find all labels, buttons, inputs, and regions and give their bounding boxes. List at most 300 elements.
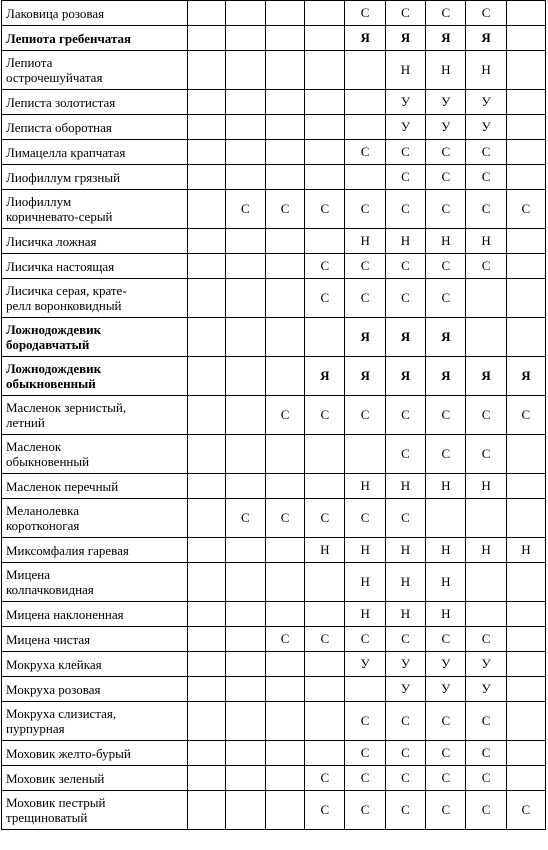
mark-cell: С	[385, 190, 425, 229]
species-name: Леписта оборотная	[6, 119, 112, 135]
mark-cell	[506, 766, 545, 791]
mark-cell: С	[466, 396, 506, 435]
mark-cell	[506, 26, 545, 51]
mark-cell	[305, 563, 345, 602]
mark-cell	[305, 90, 345, 115]
mark-cell	[345, 90, 385, 115]
mark-cell	[225, 279, 265, 318]
mark-cell: С	[385, 791, 425, 830]
species-name-line: Ложнодождевик	[6, 322, 102, 337]
row-name-cell	[2, 538, 188, 563]
mark-cell	[266, 357, 305, 396]
table-body	[2, 1, 546, 830]
mark-cell	[187, 190, 225, 229]
row-name-cell	[2, 229, 188, 254]
mark-cell	[305, 474, 345, 499]
mark-cell	[225, 396, 265, 435]
mark-cell	[266, 702, 305, 741]
mark-cell	[225, 140, 265, 165]
species-name: Моховик желто-бурый	[6, 745, 131, 761]
mark-cell	[466, 279, 506, 318]
mark-cell	[187, 229, 225, 254]
mark-cell	[187, 702, 225, 741]
mark-cell	[266, 254, 305, 279]
table-row	[2, 602, 546, 627]
species-name-line: Лиофиллум	[6, 194, 72, 209]
table-row	[2, 254, 546, 279]
mark-cell: Н	[466, 229, 506, 254]
mark-cell: С	[385, 1, 425, 26]
table-row	[2, 563, 546, 602]
species-name-line: Лепиота	[6, 55, 53, 70]
mark-cell: С	[466, 165, 506, 190]
mark-cell	[506, 499, 545, 538]
mark-cell: С	[225, 499, 265, 538]
mark-cell	[506, 51, 545, 90]
mark-cell: Я	[466, 26, 506, 51]
mark-cell: Н	[426, 229, 466, 254]
mark-cell	[305, 702, 345, 741]
mark-cell: Я	[385, 26, 425, 51]
mark-cell	[266, 279, 305, 318]
mark-cell: С	[345, 791, 385, 830]
mark-cell	[187, 318, 225, 357]
row-name-cell	[2, 1, 188, 26]
mark-cell: Н	[466, 51, 506, 90]
mark-cell: С	[266, 190, 305, 229]
mark-cell	[225, 229, 265, 254]
species-name-line: Моховик пестрый	[6, 795, 106, 810]
mark-cell: У	[466, 90, 506, 115]
mark-cell: С	[345, 741, 385, 766]
species-name: Моховик зеленый	[6, 770, 105, 786]
mark-cell	[187, 499, 225, 538]
species-name: Лисичка настоящая	[6, 258, 115, 274]
species-name-line: Масленок	[6, 439, 62, 454]
table-row	[2, 702, 546, 741]
mark-cell	[305, 140, 345, 165]
mark-cell	[225, 435, 265, 474]
row-name-cell	[2, 499, 188, 538]
mark-cell: С	[305, 766, 345, 791]
mark-cell	[225, 318, 265, 357]
mark-cell: Я	[506, 357, 545, 396]
mark-cell	[466, 499, 506, 538]
mark-cell	[225, 791, 265, 830]
mark-cell	[187, 791, 225, 830]
mark-cell: С	[426, 627, 466, 652]
table-row	[2, 318, 546, 357]
mark-cell: У	[385, 652, 425, 677]
mark-cell	[187, 279, 225, 318]
mark-cell: С	[305, 279, 345, 318]
mark-cell: У	[345, 652, 385, 677]
species-name: Мокруха розовая	[6, 681, 101, 697]
table-row	[2, 499, 546, 538]
mark-cell	[305, 677, 345, 702]
species-name-line: Меланолевка	[6, 503, 79, 518]
mark-cell	[187, 627, 225, 652]
mark-cell	[305, 652, 345, 677]
mark-cell	[506, 741, 545, 766]
table-row	[2, 26, 546, 51]
mark-cell	[345, 51, 385, 90]
mark-cell: Н	[345, 563, 385, 602]
mark-cell	[187, 652, 225, 677]
mark-cell	[466, 563, 506, 602]
mark-cell	[266, 1, 305, 26]
mark-cell: Н	[466, 538, 506, 563]
mark-cell	[506, 652, 545, 677]
mark-cell	[225, 357, 265, 396]
table-row	[2, 766, 546, 791]
mark-cell	[187, 115, 225, 140]
mark-cell: С	[345, 396, 385, 435]
mark-cell: С	[345, 279, 385, 318]
mark-cell: Н	[385, 51, 425, 90]
mark-cell	[187, 1, 225, 26]
row-name-cell	[2, 435, 188, 474]
mark-cell: С	[466, 190, 506, 229]
mark-cell	[426, 499, 466, 538]
mark-cell: Я	[426, 26, 466, 51]
row-name-cell	[2, 26, 188, 51]
mark-cell: С	[426, 165, 466, 190]
mark-cell: Я	[385, 318, 425, 357]
row-name-cell	[2, 677, 188, 702]
row-name-cell	[2, 357, 188, 396]
mark-cell: С	[506, 190, 545, 229]
mark-cell	[506, 602, 545, 627]
mark-cell	[266, 165, 305, 190]
species-name: Лисичка ложная	[6, 233, 97, 249]
mark-cell: С	[345, 627, 385, 652]
mark-cell	[225, 165, 265, 190]
mark-cell: С	[385, 396, 425, 435]
species-name: Лиофиллум грязный	[6, 169, 121, 185]
mark-cell: С	[345, 499, 385, 538]
mark-cell	[506, 627, 545, 652]
mark-cell: С	[426, 1, 466, 26]
mark-cell	[506, 140, 545, 165]
mark-cell	[506, 279, 545, 318]
row-name-cell	[2, 791, 188, 830]
mark-cell	[266, 563, 305, 602]
species-name-line: острочешуйчатая	[6, 70, 103, 85]
mark-cell	[305, 229, 345, 254]
mark-cell: Я	[305, 357, 345, 396]
row-name-cell	[2, 279, 188, 318]
mark-cell	[225, 766, 265, 791]
mark-cell	[506, 702, 545, 741]
mark-cell: У	[466, 652, 506, 677]
species-name-line: Лисичка серая, крате-	[6, 283, 127, 298]
mark-cell	[345, 165, 385, 190]
mark-cell	[187, 357, 225, 396]
mark-cell: С	[385, 741, 425, 766]
mark-cell	[266, 318, 305, 357]
mark-cell: С	[385, 627, 425, 652]
mark-cell	[305, 115, 345, 140]
mark-cell: Я	[426, 318, 466, 357]
mark-cell: С	[466, 254, 506, 279]
species-name: Мицена чистая	[6, 631, 91, 647]
mark-cell	[506, 435, 545, 474]
mark-cell: С	[506, 791, 545, 830]
mark-cell	[506, 90, 545, 115]
mark-cell: С	[305, 627, 345, 652]
mark-cell	[506, 563, 545, 602]
mark-cell: У	[385, 115, 425, 140]
species-name-line: Мокруха слизистая,	[6, 706, 117, 721]
mark-cell	[345, 677, 385, 702]
species-name-line: Мицена	[6, 567, 50, 582]
table-row	[2, 229, 546, 254]
mark-cell	[305, 741, 345, 766]
mark-cell	[266, 51, 305, 90]
mark-cell	[225, 563, 265, 602]
mark-cell	[305, 51, 345, 90]
row-name-cell	[2, 115, 188, 140]
mark-cell	[266, 538, 305, 563]
mark-cell: С	[345, 190, 385, 229]
mark-cell	[266, 229, 305, 254]
mark-cell: Н	[385, 602, 425, 627]
mark-cell: Я	[345, 26, 385, 51]
table-row	[2, 279, 546, 318]
table-row	[2, 538, 546, 563]
mark-cell: Н	[426, 51, 466, 90]
mark-cell	[225, 115, 265, 140]
mark-cell: Н	[426, 602, 466, 627]
mark-cell	[506, 165, 545, 190]
row-name-cell	[2, 702, 188, 741]
mark-cell	[187, 90, 225, 115]
species-name: Масленок перечный	[6, 478, 119, 494]
mark-cell	[225, 627, 265, 652]
row-name-cell	[2, 563, 188, 602]
mark-cell	[225, 1, 265, 26]
table-row	[2, 190, 546, 229]
mark-cell	[187, 140, 225, 165]
mark-cell	[506, 474, 545, 499]
mark-cell	[266, 677, 305, 702]
mark-cell: У	[426, 677, 466, 702]
mushroom-table	[1, 0, 546, 830]
mark-cell	[225, 90, 265, 115]
mark-cell: Я	[426, 357, 466, 396]
mark-cell: С	[426, 396, 466, 435]
mark-cell	[305, 435, 345, 474]
mark-cell: С	[426, 702, 466, 741]
table-row	[2, 357, 546, 396]
mark-cell: Н	[305, 538, 345, 563]
species-name: Лимацелла крапчатая	[6, 144, 126, 160]
mark-cell	[506, 677, 545, 702]
row-name-cell	[2, 140, 188, 165]
species-name-line: коротконогая	[6, 518, 80, 533]
mark-cell	[266, 140, 305, 165]
row-name-cell	[2, 766, 188, 791]
mark-cell: С	[466, 627, 506, 652]
table-row	[2, 115, 546, 140]
species-name-line: обыкновенный	[6, 454, 90, 469]
table-row	[2, 140, 546, 165]
row-name-cell	[2, 602, 188, 627]
mark-cell: С	[426, 279, 466, 318]
mark-cell: Н	[426, 563, 466, 602]
mark-cell: Н	[385, 474, 425, 499]
mark-cell: Н	[385, 538, 425, 563]
mark-cell: С	[385, 279, 425, 318]
mark-cell: С	[466, 741, 506, 766]
species-name-line: трещиноватый	[6, 810, 88, 825]
mark-cell	[187, 165, 225, 190]
mark-cell	[225, 51, 265, 90]
mark-cell	[266, 652, 305, 677]
mark-cell: У	[426, 115, 466, 140]
mark-cell: Я	[385, 357, 425, 396]
mark-cell	[187, 51, 225, 90]
mark-cell: С	[466, 435, 506, 474]
table-row	[2, 90, 546, 115]
mark-cell	[305, 602, 345, 627]
mark-cell: Н	[385, 563, 425, 602]
species-name-line: Ложнодождевик	[6, 361, 102, 376]
mark-cell: С	[426, 791, 466, 830]
species-name: Миксомфалия гаревая	[6, 542, 129, 558]
mark-cell	[305, 165, 345, 190]
mark-cell: Н	[506, 538, 545, 563]
mark-cell: Н	[426, 474, 466, 499]
mark-cell	[225, 602, 265, 627]
table-row	[2, 435, 546, 474]
mark-cell	[187, 741, 225, 766]
row-name-cell	[2, 396, 188, 435]
mark-cell: С	[345, 702, 385, 741]
row-name-cell	[2, 652, 188, 677]
mark-cell	[187, 538, 225, 563]
mark-cell	[225, 677, 265, 702]
species-name-line: релл воронковидный	[6, 298, 122, 313]
mark-cell	[187, 563, 225, 602]
mark-cell: Я	[345, 318, 385, 357]
mark-cell: С	[466, 766, 506, 791]
mark-cell: С	[426, 435, 466, 474]
species-name: Лепиота гребенчатая	[6, 30, 132, 46]
table-row	[2, 677, 546, 702]
mark-cell: С	[506, 396, 545, 435]
species-name-line: летний	[6, 415, 45, 430]
mark-cell	[187, 766, 225, 791]
row-name-cell	[2, 190, 188, 229]
table-row	[2, 791, 546, 830]
species-name: Мокруха клейкая	[6, 656, 102, 672]
mark-cell	[305, 318, 345, 357]
mark-cell: С	[426, 254, 466, 279]
mark-cell: У	[426, 90, 466, 115]
row-name-cell	[2, 474, 188, 499]
species-name: Лаковица розовая	[6, 5, 105, 21]
mark-cell	[187, 254, 225, 279]
table-row	[2, 474, 546, 499]
mark-cell: У	[385, 677, 425, 702]
row-name-cell	[2, 165, 188, 190]
table-row	[2, 396, 546, 435]
mark-cell: С	[426, 190, 466, 229]
row-name-cell	[2, 318, 188, 357]
mark-cell: С	[385, 140, 425, 165]
mark-cell	[266, 474, 305, 499]
mark-cell	[506, 115, 545, 140]
species-name-line: колпачковидная	[6, 582, 94, 597]
mark-cell	[187, 435, 225, 474]
mark-cell	[225, 652, 265, 677]
mark-cell: Н	[426, 538, 466, 563]
mark-cell: С	[426, 741, 466, 766]
mark-cell: С	[225, 190, 265, 229]
mark-cell	[225, 702, 265, 741]
mark-cell: Н	[345, 538, 385, 563]
species-name: Мицена наклоненная	[6, 606, 124, 622]
mark-cell: С	[426, 140, 466, 165]
mark-cell: С	[305, 254, 345, 279]
mark-cell	[225, 741, 265, 766]
mark-cell	[266, 26, 305, 51]
mark-cell: У	[426, 652, 466, 677]
mark-cell: С	[385, 254, 425, 279]
mark-cell: С	[345, 140, 385, 165]
table-row	[2, 51, 546, 90]
mark-cell: С	[305, 791, 345, 830]
row-name-cell	[2, 90, 188, 115]
mark-cell	[187, 677, 225, 702]
row-name-cell	[2, 627, 188, 652]
mark-cell	[266, 90, 305, 115]
mark-cell: Н	[345, 474, 385, 499]
mark-cell	[466, 318, 506, 357]
mark-cell: Н	[345, 602, 385, 627]
species-name-line: пурпурная	[6, 721, 65, 736]
mark-cell	[225, 254, 265, 279]
species-name: Леписта золотистая	[6, 94, 116, 110]
mark-cell: У	[466, 677, 506, 702]
mark-cell	[266, 741, 305, 766]
mark-cell: С	[385, 499, 425, 538]
mark-cell	[266, 791, 305, 830]
species-name-line: обыкновенный	[6, 376, 96, 391]
mark-cell	[345, 435, 385, 474]
mark-cell: Н	[385, 229, 425, 254]
mark-cell: С	[266, 499, 305, 538]
mark-cell	[506, 1, 545, 26]
row-name-cell	[2, 741, 188, 766]
table-row	[2, 627, 546, 652]
mark-cell: Я	[466, 357, 506, 396]
row-name-cell	[2, 254, 188, 279]
mark-cell: С	[385, 435, 425, 474]
mark-cell: С	[466, 702, 506, 741]
mark-cell: С	[345, 254, 385, 279]
mark-cell: С	[466, 1, 506, 26]
species-name-line: Масленок зернистый,	[6, 400, 127, 415]
mark-cell	[187, 396, 225, 435]
mark-cell	[266, 602, 305, 627]
table-row	[2, 741, 546, 766]
mark-cell	[506, 254, 545, 279]
mark-cell: Н	[345, 229, 385, 254]
mark-cell: С	[466, 140, 506, 165]
